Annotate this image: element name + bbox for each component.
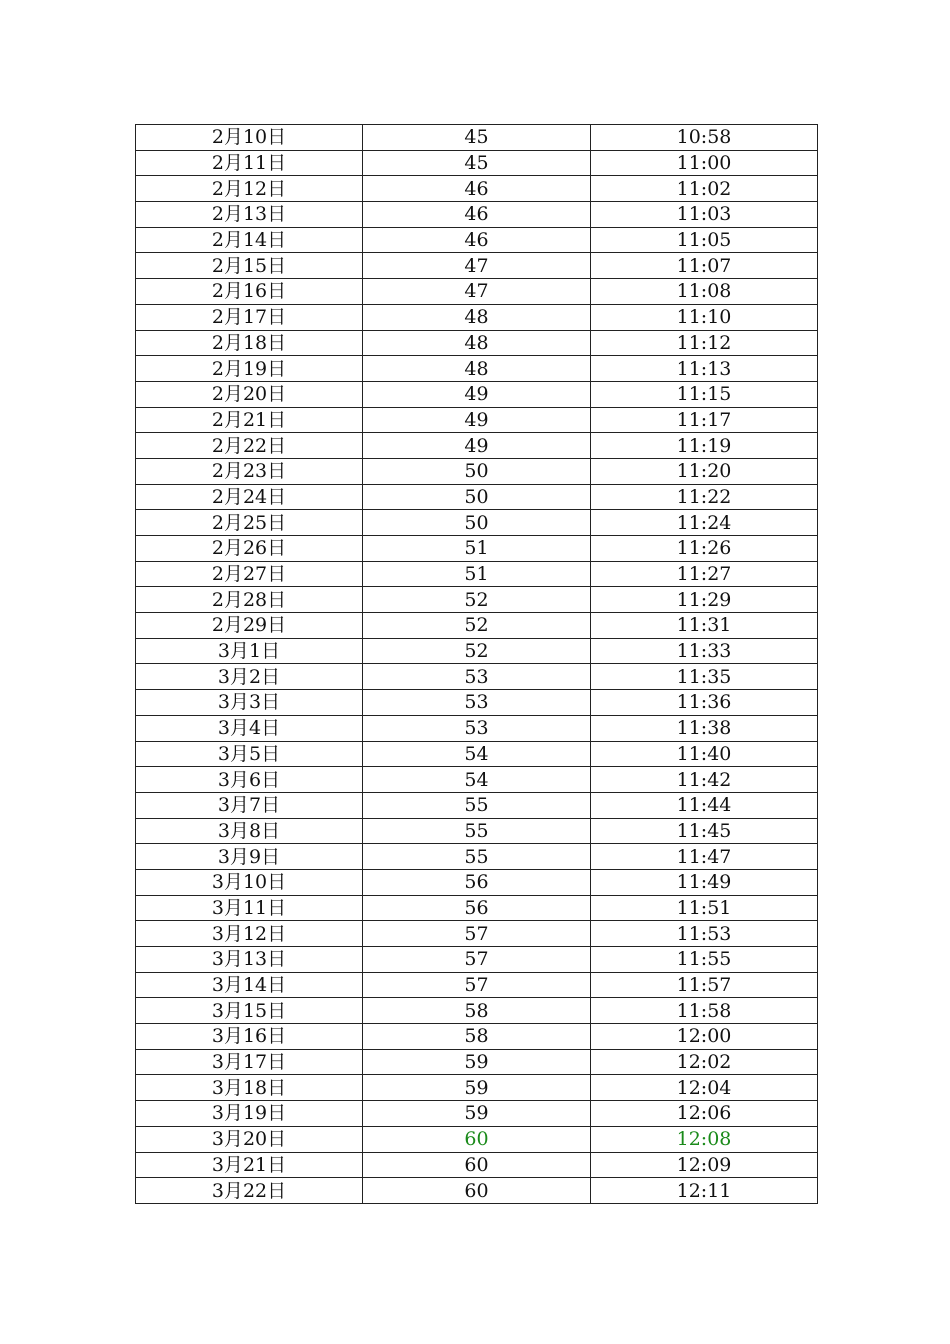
table-row (136, 279, 818, 305)
date-cell: 2月21日 (136, 407, 363, 433)
table-row (136, 638, 818, 664)
table-row (136, 818, 818, 844)
value-cell: 50 (363, 484, 591, 510)
table-row (136, 1049, 818, 1075)
date-cell: 2月14日 (136, 227, 363, 253)
date-cell: 3月1日 (136, 638, 363, 664)
time-cell: 11:12 (591, 330, 818, 356)
value-cell: 47 (363, 253, 591, 279)
table-row (136, 1126, 818, 1152)
time-cell: 11:24 (591, 510, 818, 536)
time-cell: 11:55 (591, 947, 818, 973)
date-cell: 3月20日 (136, 1126, 363, 1152)
value-cell: 59 (363, 1049, 591, 1075)
time-cell: 11:45 (591, 818, 818, 844)
date-cell: 3月17日 (136, 1049, 363, 1075)
time-cell: 11:10 (591, 304, 818, 330)
value-cell: 58 (363, 998, 591, 1024)
date-cell: 2月19日 (136, 356, 363, 382)
table-row (136, 587, 818, 613)
time-cell: 11:36 (591, 690, 818, 716)
time-cell: 11:13 (591, 356, 818, 382)
date-cell: 2月23日 (136, 458, 363, 484)
date-cell: 3月11日 (136, 895, 363, 921)
table-row (136, 150, 818, 176)
value-cell: 54 (363, 767, 591, 793)
table-row (136, 947, 818, 973)
value-cell: 57 (363, 972, 591, 998)
time-cell: 11:38 (591, 715, 818, 741)
table-row (136, 715, 818, 741)
value-cell: 51 (363, 536, 591, 562)
time-cell: 11:47 (591, 844, 818, 870)
date-cell: 2月25日 (136, 510, 363, 536)
time-cell: 10:58 (591, 125, 818, 151)
value-cell: 53 (363, 664, 591, 690)
time-cell: 11:53 (591, 921, 818, 947)
value-cell: 49 (363, 433, 591, 459)
value-cell: 60 (363, 1126, 591, 1152)
table-row (136, 356, 818, 382)
value-cell: 48 (363, 304, 591, 330)
table-row (136, 895, 818, 921)
time-cell: 11:49 (591, 869, 818, 895)
value-cell: 57 (363, 947, 591, 973)
time-cell: 12:09 (591, 1152, 818, 1178)
date-cell: 2月13日 (136, 202, 363, 228)
value-cell: 45 (363, 125, 591, 151)
time-cell: 11:29 (591, 587, 818, 613)
date-cell: 3月2日 (136, 664, 363, 690)
value-cell: 55 (363, 844, 591, 870)
table-row (136, 561, 818, 587)
date-cell: 2月10日 (136, 125, 363, 151)
table-row (136, 227, 818, 253)
table-row (136, 253, 818, 279)
value-cell: 52 (363, 587, 591, 613)
time-cell: 11:17 (591, 407, 818, 433)
table-row (136, 741, 818, 767)
date-cell: 2月16日 (136, 279, 363, 305)
value-cell: 46 (363, 176, 591, 202)
date-cell: 2月22日 (136, 433, 363, 459)
date-cell: 3月9日 (136, 844, 363, 870)
time-cell: 11:57 (591, 972, 818, 998)
table-row (136, 792, 818, 818)
date-cell: 2月27日 (136, 561, 363, 587)
date-cell: 2月20日 (136, 381, 363, 407)
value-cell: 53 (363, 715, 591, 741)
value-cell: 49 (363, 407, 591, 433)
time-cell: 11:05 (591, 227, 818, 253)
table-row (136, 1101, 818, 1127)
table-row (136, 381, 818, 407)
time-cell: 11:22 (591, 484, 818, 510)
table-row (136, 536, 818, 562)
time-cell: 12:08 (591, 1126, 818, 1152)
table-row (136, 844, 818, 870)
time-cell: 11:19 (591, 433, 818, 459)
value-cell: 46 (363, 202, 591, 228)
time-cell: 11:03 (591, 202, 818, 228)
value-cell: 48 (363, 330, 591, 356)
table-row (136, 972, 818, 998)
time-cell: 11:00 (591, 150, 818, 176)
table-row (136, 1178, 818, 1204)
value-cell: 51 (363, 561, 591, 587)
value-cell: 49 (363, 381, 591, 407)
value-cell: 52 (363, 638, 591, 664)
table-row (136, 767, 818, 793)
time-cell: 12:00 (591, 1024, 818, 1050)
date-cell: 3月8日 (136, 818, 363, 844)
data-table (135, 124, 818, 1204)
time-cell: 11:15 (591, 381, 818, 407)
time-cell: 11:40 (591, 741, 818, 767)
date-cell: 3月3日 (136, 690, 363, 716)
table-row (136, 869, 818, 895)
time-cell: 11:08 (591, 279, 818, 305)
value-cell: 60 (363, 1178, 591, 1204)
value-cell: 57 (363, 921, 591, 947)
time-cell: 11:44 (591, 792, 818, 818)
date-cell: 3月5日 (136, 741, 363, 767)
table-row (136, 407, 818, 433)
table-row (136, 998, 818, 1024)
value-cell: 56 (363, 869, 591, 895)
date-cell: 2月18日 (136, 330, 363, 356)
value-cell: 56 (363, 895, 591, 921)
date-cell: 3月15日 (136, 998, 363, 1024)
value-cell: 45 (363, 150, 591, 176)
table-row (136, 921, 818, 947)
value-cell: 55 (363, 818, 591, 844)
table-row (136, 510, 818, 536)
time-cell: 11:58 (591, 998, 818, 1024)
table-row (136, 458, 818, 484)
value-cell: 46 (363, 227, 591, 253)
table-row (136, 304, 818, 330)
table-row (136, 330, 818, 356)
time-cell: 11:33 (591, 638, 818, 664)
date-cell: 3月16日 (136, 1024, 363, 1050)
date-cell: 2月28日 (136, 587, 363, 613)
time-cell: 11:07 (591, 253, 818, 279)
date-cell: 3月10日 (136, 869, 363, 895)
value-cell: 50 (363, 510, 591, 536)
value-cell: 59 (363, 1075, 591, 1101)
time-cell: 11:51 (591, 895, 818, 921)
time-cell: 12:02 (591, 1049, 818, 1075)
date-cell: 3月4日 (136, 715, 363, 741)
value-cell: 58 (363, 1024, 591, 1050)
table-body (136, 125, 818, 1204)
table-row (136, 125, 818, 151)
date-cell: 2月11日 (136, 150, 363, 176)
table-row (136, 1152, 818, 1178)
date-cell: 2月17日 (136, 304, 363, 330)
table-row (136, 433, 818, 459)
table-row (136, 1075, 818, 1101)
time-cell: 11:02 (591, 176, 818, 202)
time-cell: 11:27 (591, 561, 818, 587)
value-cell: 55 (363, 792, 591, 818)
value-cell: 47 (363, 279, 591, 305)
time-cell: 11:31 (591, 613, 818, 639)
table-row (136, 664, 818, 690)
time-cell: 11:20 (591, 458, 818, 484)
table-row (136, 613, 818, 639)
time-cell: 12:04 (591, 1075, 818, 1101)
time-cell: 11:42 (591, 767, 818, 793)
value-cell: 52 (363, 613, 591, 639)
time-cell: 12:06 (591, 1101, 818, 1127)
date-cell: 2月12日 (136, 176, 363, 202)
date-cell: 2月15日 (136, 253, 363, 279)
time-cell: 11:35 (591, 664, 818, 690)
table-row (136, 484, 818, 510)
table-row (136, 202, 818, 228)
time-cell: 12:11 (591, 1178, 818, 1204)
date-cell: 3月6日 (136, 767, 363, 793)
value-cell: 50 (363, 458, 591, 484)
value-cell: 60 (363, 1152, 591, 1178)
value-cell: 53 (363, 690, 591, 716)
time-cell: 11:26 (591, 536, 818, 562)
date-cell: 2月29日 (136, 613, 363, 639)
date-cell: 3月19日 (136, 1101, 363, 1127)
date-cell: 3月12日 (136, 921, 363, 947)
date-cell: 3月18日 (136, 1075, 363, 1101)
table-row (136, 1024, 818, 1050)
table-row (136, 690, 818, 716)
date-cell: 3月14日 (136, 972, 363, 998)
date-cell: 2月24日 (136, 484, 363, 510)
date-cell: 3月13日 (136, 947, 363, 973)
value-cell: 54 (363, 741, 591, 767)
table-row (136, 176, 818, 202)
value-cell: 59 (363, 1101, 591, 1127)
value-cell: 48 (363, 356, 591, 382)
date-cell: 3月22日 (136, 1178, 363, 1204)
date-cell: 2月26日 (136, 536, 363, 562)
date-cell: 3月21日 (136, 1152, 363, 1178)
date-cell: 3月7日 (136, 792, 363, 818)
